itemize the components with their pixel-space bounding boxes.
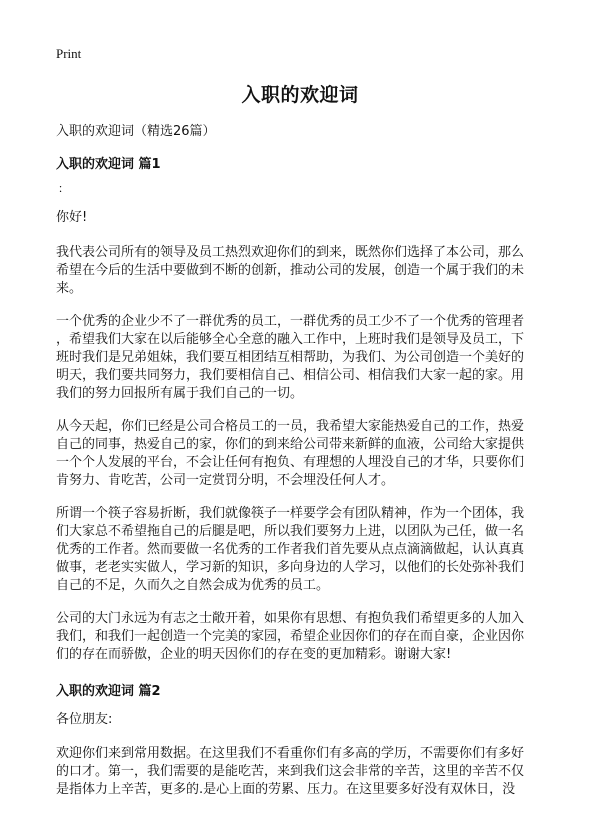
paragraph-line: 一个个人发展的平台，不会让任何有抱负、有理想的人埋没自己的才华，只要你们 <box>56 455 525 470</box>
paragraph-line: 做事，老老实实做人，学习新的知识，多向身边的人学习，以他们的长处弥补我们 <box>56 560 525 575</box>
document-subtitle: 入职的欢迎词（精选26篇） <box>56 124 216 139</box>
print-link[interactable]: Print <box>56 46 82 61</box>
page-title: 入职的欢迎词 <box>241 84 359 106</box>
paragraph-line: ，希望我们大家在以后能够全心全意的融入工作中，上班时我们是领导及员工，下 <box>56 332 525 347</box>
paragraph-line: 我们，和我们一起创造一个完美的家园，希望企业因你们的存在而自豪，企业因你 <box>56 629 525 644</box>
paragraph-line: 自己的同事，热爱自己的家，你们的到来给公司带来新鲜的血液，公司给大家提供 <box>56 437 525 452</box>
paragraph-line: 欢迎你们来到常用数据。在这里我们不看重你们有多高的学历，不需要你们有多好 <box>56 746 525 761</box>
bullet-mark: ： <box>58 182 69 195</box>
greeting: 你好! <box>56 210 88 225</box>
section-heading-2: 入职的欢迎词 篇2 <box>56 684 161 699</box>
paragraph-line: 班时我们是兄弟姐妹，我们要互相团结互相帮助，为我们、为公司创造一个美好的 <box>56 350 525 365</box>
paragraph-line: 我们的努力回报所有属于我们自己的一切。 <box>56 386 304 401</box>
paragraph-line: 们的存在而骄傲，企业的明天因你们的存在变的更加精彩。谢谢大家! <box>56 647 452 662</box>
paragraph-line: 来。 <box>56 281 83 296</box>
section-heading-1: 入职的欢迎词 篇1 <box>56 157 161 172</box>
paragraph-line: 的口才。第一，我们需要的是能吃苦，来到我们这会非常的辛苦，这里的辛苦不仅 <box>56 764 525 779</box>
paragraph-line: 优秀的工作者。然而要做一名优秀的工作者我们首先要从点点滴滴做起，认认真真 <box>56 542 525 557</box>
paragraph-line: 从今天起，你们已经是公司合格员工的一员，我希望大家能热爱自己的工作，热爱 <box>56 419 525 434</box>
paragraph-line: 所谓一个筷子容易折断，我们就像筷子一样要学会有团队精神，作为一个团体，我 <box>56 506 525 521</box>
greeting: 各位朋友: <box>56 712 113 727</box>
paragraph-line: 们大家总不希望拖自己的后腿是吧，所以我们要努力上进，以团队为己任，做一名 <box>56 524 525 539</box>
paragraph-line: 希望在今后的生活中要做到不断的创新，推动公司的发展，创造一个属于我们的未 <box>56 263 525 278</box>
paragraph-line: 我代表公司所有的领导及员工热烈欢迎你们的到来，既然你们选择了本公司，那么 <box>56 245 525 260</box>
paragraph-line: 是指体力上辛苦，更多的.是心上面的劳累、压力。在这里要多好没有双休日，没 <box>56 782 516 797</box>
paragraph-line: 一个优秀的企业少不了一群优秀的员工，一群优秀的员工少不了一个优秀的管理者 <box>56 314 525 329</box>
paragraph-line: 公司的大门永远为有志之士敞开着，如果你有思想、有抱负我们希望更多的人加入 <box>56 611 525 626</box>
paragraph-line: 肯努力、肯吃苦，公司一定赏罚分明，不会埋没任何人才。 <box>56 473 395 488</box>
paragraph-line: 明天，我们要共同努力，我们要相信自己、相信公司、相信我们大家一起的家。用 <box>56 368 525 383</box>
paragraph-line: 自己的不足，久而久之自然会成为优秀的员工。 <box>56 578 330 593</box>
